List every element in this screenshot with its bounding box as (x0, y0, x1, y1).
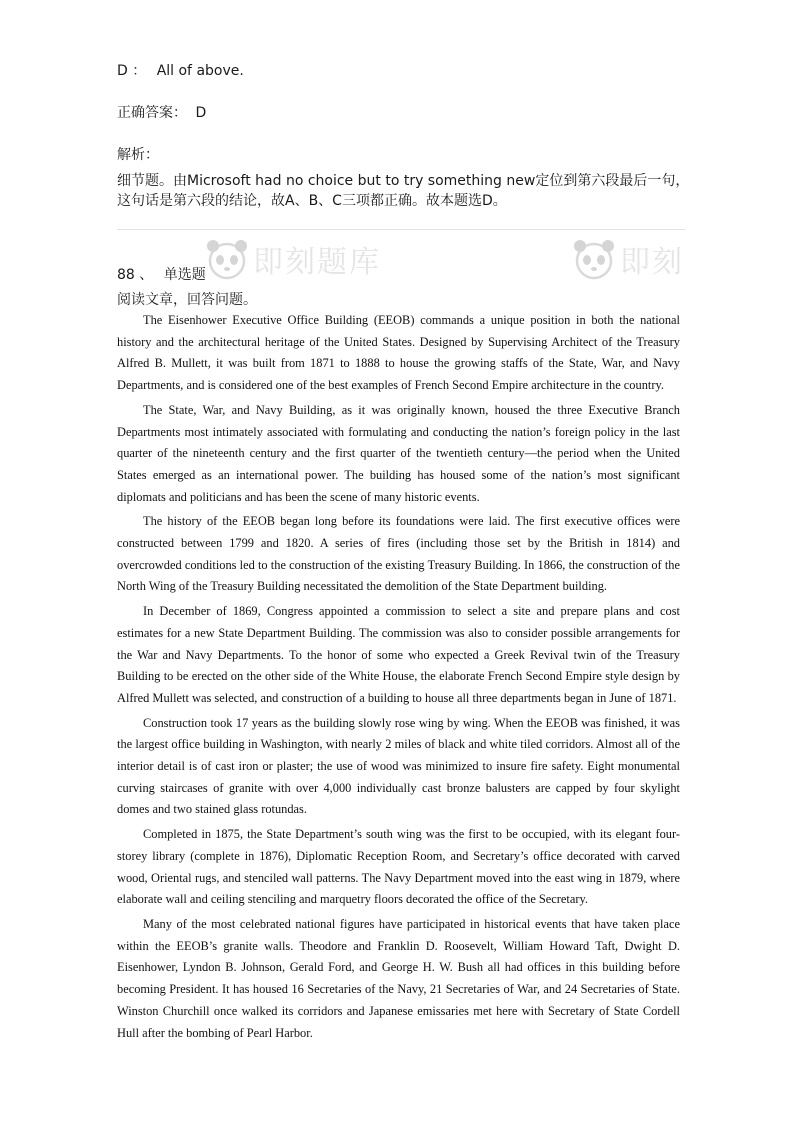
watermark-text-partial: 即刻 (620, 245, 684, 280)
question-instruction: 阅读文章，回答问题。 (117, 292, 257, 308)
reading-passage (117, 310, 680, 1044)
passage-paragraph-5: Construction took 17 years as the building slowly rose wing by wing. When the EEOB was finished, it was the largest office building in Washington, with nearly 2 miles of black and white tiled corridors. Almost all of the interior detail is of cast iron or plaster; the use of wood was minimized to insure fire safety. Eight monumental curving staircases of granite with over 4,000 individually cast bronze balusters are capped by four skylight domes and two stained glass rotundas. (117, 715, 680, 817)
analysis-line-1: 细节题。由Microsoft had no choice but to try something new定位到第六段最后一句， (117, 173, 690, 189)
passage-paragraph-1: The Eisenhower Executive Office Building (EEOB) commands a unique position in both the national history and the architectural heritage of the United States. Designed by Supervising Architect of the Treasury Alfred B. Mullett, it was built from 1871 to 1888 to house the growing staffs of the State, War, and Navy Departments, and is considered one of the best examples of French Second Empire architecture in the country. (117, 313, 680, 393)
watermark (205, 237, 381, 281)
analysis-text (117, 171, 690, 211)
passage-paragraph-2: The State, War, and Navy Building, as it was originally known, housed the three Executive Branch Departments most intimately associated with formulating and conducting the nation’s foreign policy in the last quarter of the nineteenth century and the first quarter of the twentieth century—the period when the United States emerged as an international power. The building has housed some of the nation’s most significant diplomats and politicians and has been the scene of many historic events. (117, 402, 680, 504)
analysis-label: 解析： (117, 147, 159, 163)
correct-answer (117, 103, 206, 123)
watermark-text: 即刻题库 (253, 245, 381, 280)
panda-logo-icon (572, 237, 616, 281)
correct-answer-label: 正确答案： (117, 105, 187, 121)
question-header (117, 265, 206, 285)
question-number: 88 、 (117, 267, 154, 283)
watermark-right (572, 237, 684, 281)
passage-paragraph-4: In December of 1869, Congress appointed a commission to select a site and prepare plans and cost estimates for a new State Department Building. The commission was also to consider possible arrangements for the War and Navy Departments. To the honor of some who expected a Greek Revival twin of the Treasury Building to be erected on the other side of the White House, the elaborate French Second Empire style design by Alfred Mullett was selected, and construction of a building to house all three departments began in June of 1871. (117, 604, 680, 705)
analysis-line-2: 这句话是第六段的结论，故A、B、C三项都正确。故本题选D。 (117, 193, 507, 209)
option-d-text: All of above. (156, 63, 244, 79)
correct-answer-value: D (195, 105, 207, 121)
question-type: 单选题 (163, 267, 206, 283)
option-d-label: D ： (117, 63, 147, 79)
section-divider (117, 229, 685, 230)
passage-paragraph-7: Many of the most celebrated national figures have participated in historical events that have taken place within the EEOB’s granite walls. Theodore and Franklin D. Roosevelt, William Howard Taft, Dwight D. Eisenhower, Lyndon B. Johnson, Gerald Ford, and George H. W. Bush all had offices in this building before becoming President. It has housed 16 Secretaries of the Navy, 21 Secretaries of War, and 24 Secretaries of State. Winston Churchill once walked its corridors and Japanese emissaries met here with Secretary of State Cordell Hull after the bombing of Pearl Harbor. (117, 916, 680, 1040)
option-d (117, 61, 244, 81)
panda-logo-icon (205, 237, 249, 281)
passage-paragraph-3: The history of the EEOB began long before its foundations were laid. The first executive offices were constructed between 1799 and 1820. A series of fires (including those set by the British in 1814) and overcrowded conditions led to the construction of the existing Treasury Building. In 1866, the construction of the North Wing of the Treasury Building necessitated the demolition of the State Department building. (117, 514, 680, 594)
passage-paragraph-6: Completed in 1875, the State Department’s south wing was the first to be occupied, with its elegant four-storey library (complete in 1876), Diplomatic Reception Room, and Secretary’s office decorated with carved wood, Oriental rugs, and stenciled wall patterns. The Navy Department moved into the east wing in 1879, where elaborate wall and ceiling stenciling and marquetry floors decorated the office of the Secretary. (117, 827, 680, 907)
